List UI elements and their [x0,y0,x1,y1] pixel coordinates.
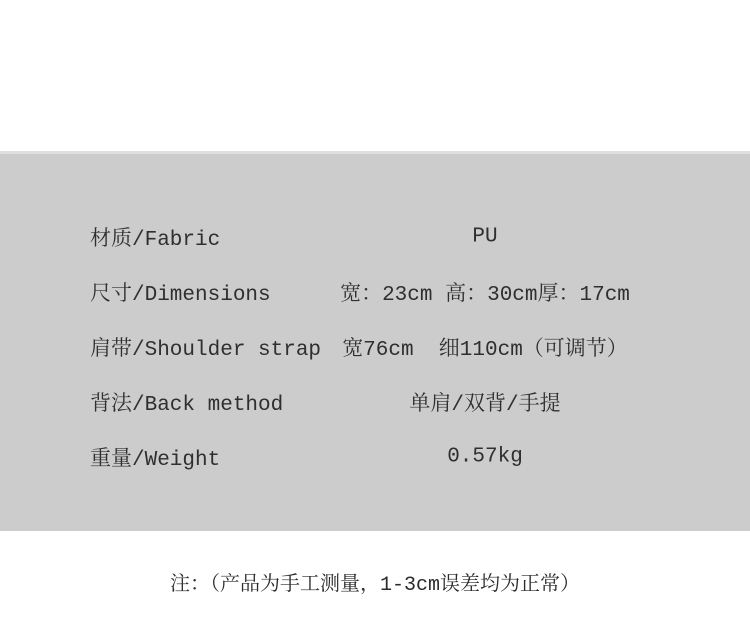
spec-value-shoulder-strap: 宽76cm 细110cm（可调节） [342,338,628,362]
spec-value-dimensions: 宽：23cm 高：30cm厚：17cm [340,283,630,307]
spec-label-dimensions: 尺寸/Dimensions [90,283,271,307]
spec-value-weight: 0.57kg [447,445,523,468]
spec-label-shoulder-strap: 肩带/Shoulder strap [90,338,322,362]
spec-value-back-method: 单肩/双背/手提 [409,393,561,417]
spec-label-fabric: 材质/Fabric [90,228,221,252]
spec-row-back-method [0,374,750,429]
spec-label-back-method: 背法/Back method [90,393,284,417]
spec-row-fabric [0,209,750,264]
measurement-note: 注：（产品为手工测量，1-3cm误差均为正常） [169,574,580,597]
product-spec-panel [0,151,750,531]
spec-value-fabric: PU [472,225,498,248]
spec-label-weight: 重量/Weight [90,448,221,472]
spec-row-weight [0,429,750,484]
spec-row-dimensions [0,264,750,319]
spec-row-shoulder-strap [0,319,750,374]
